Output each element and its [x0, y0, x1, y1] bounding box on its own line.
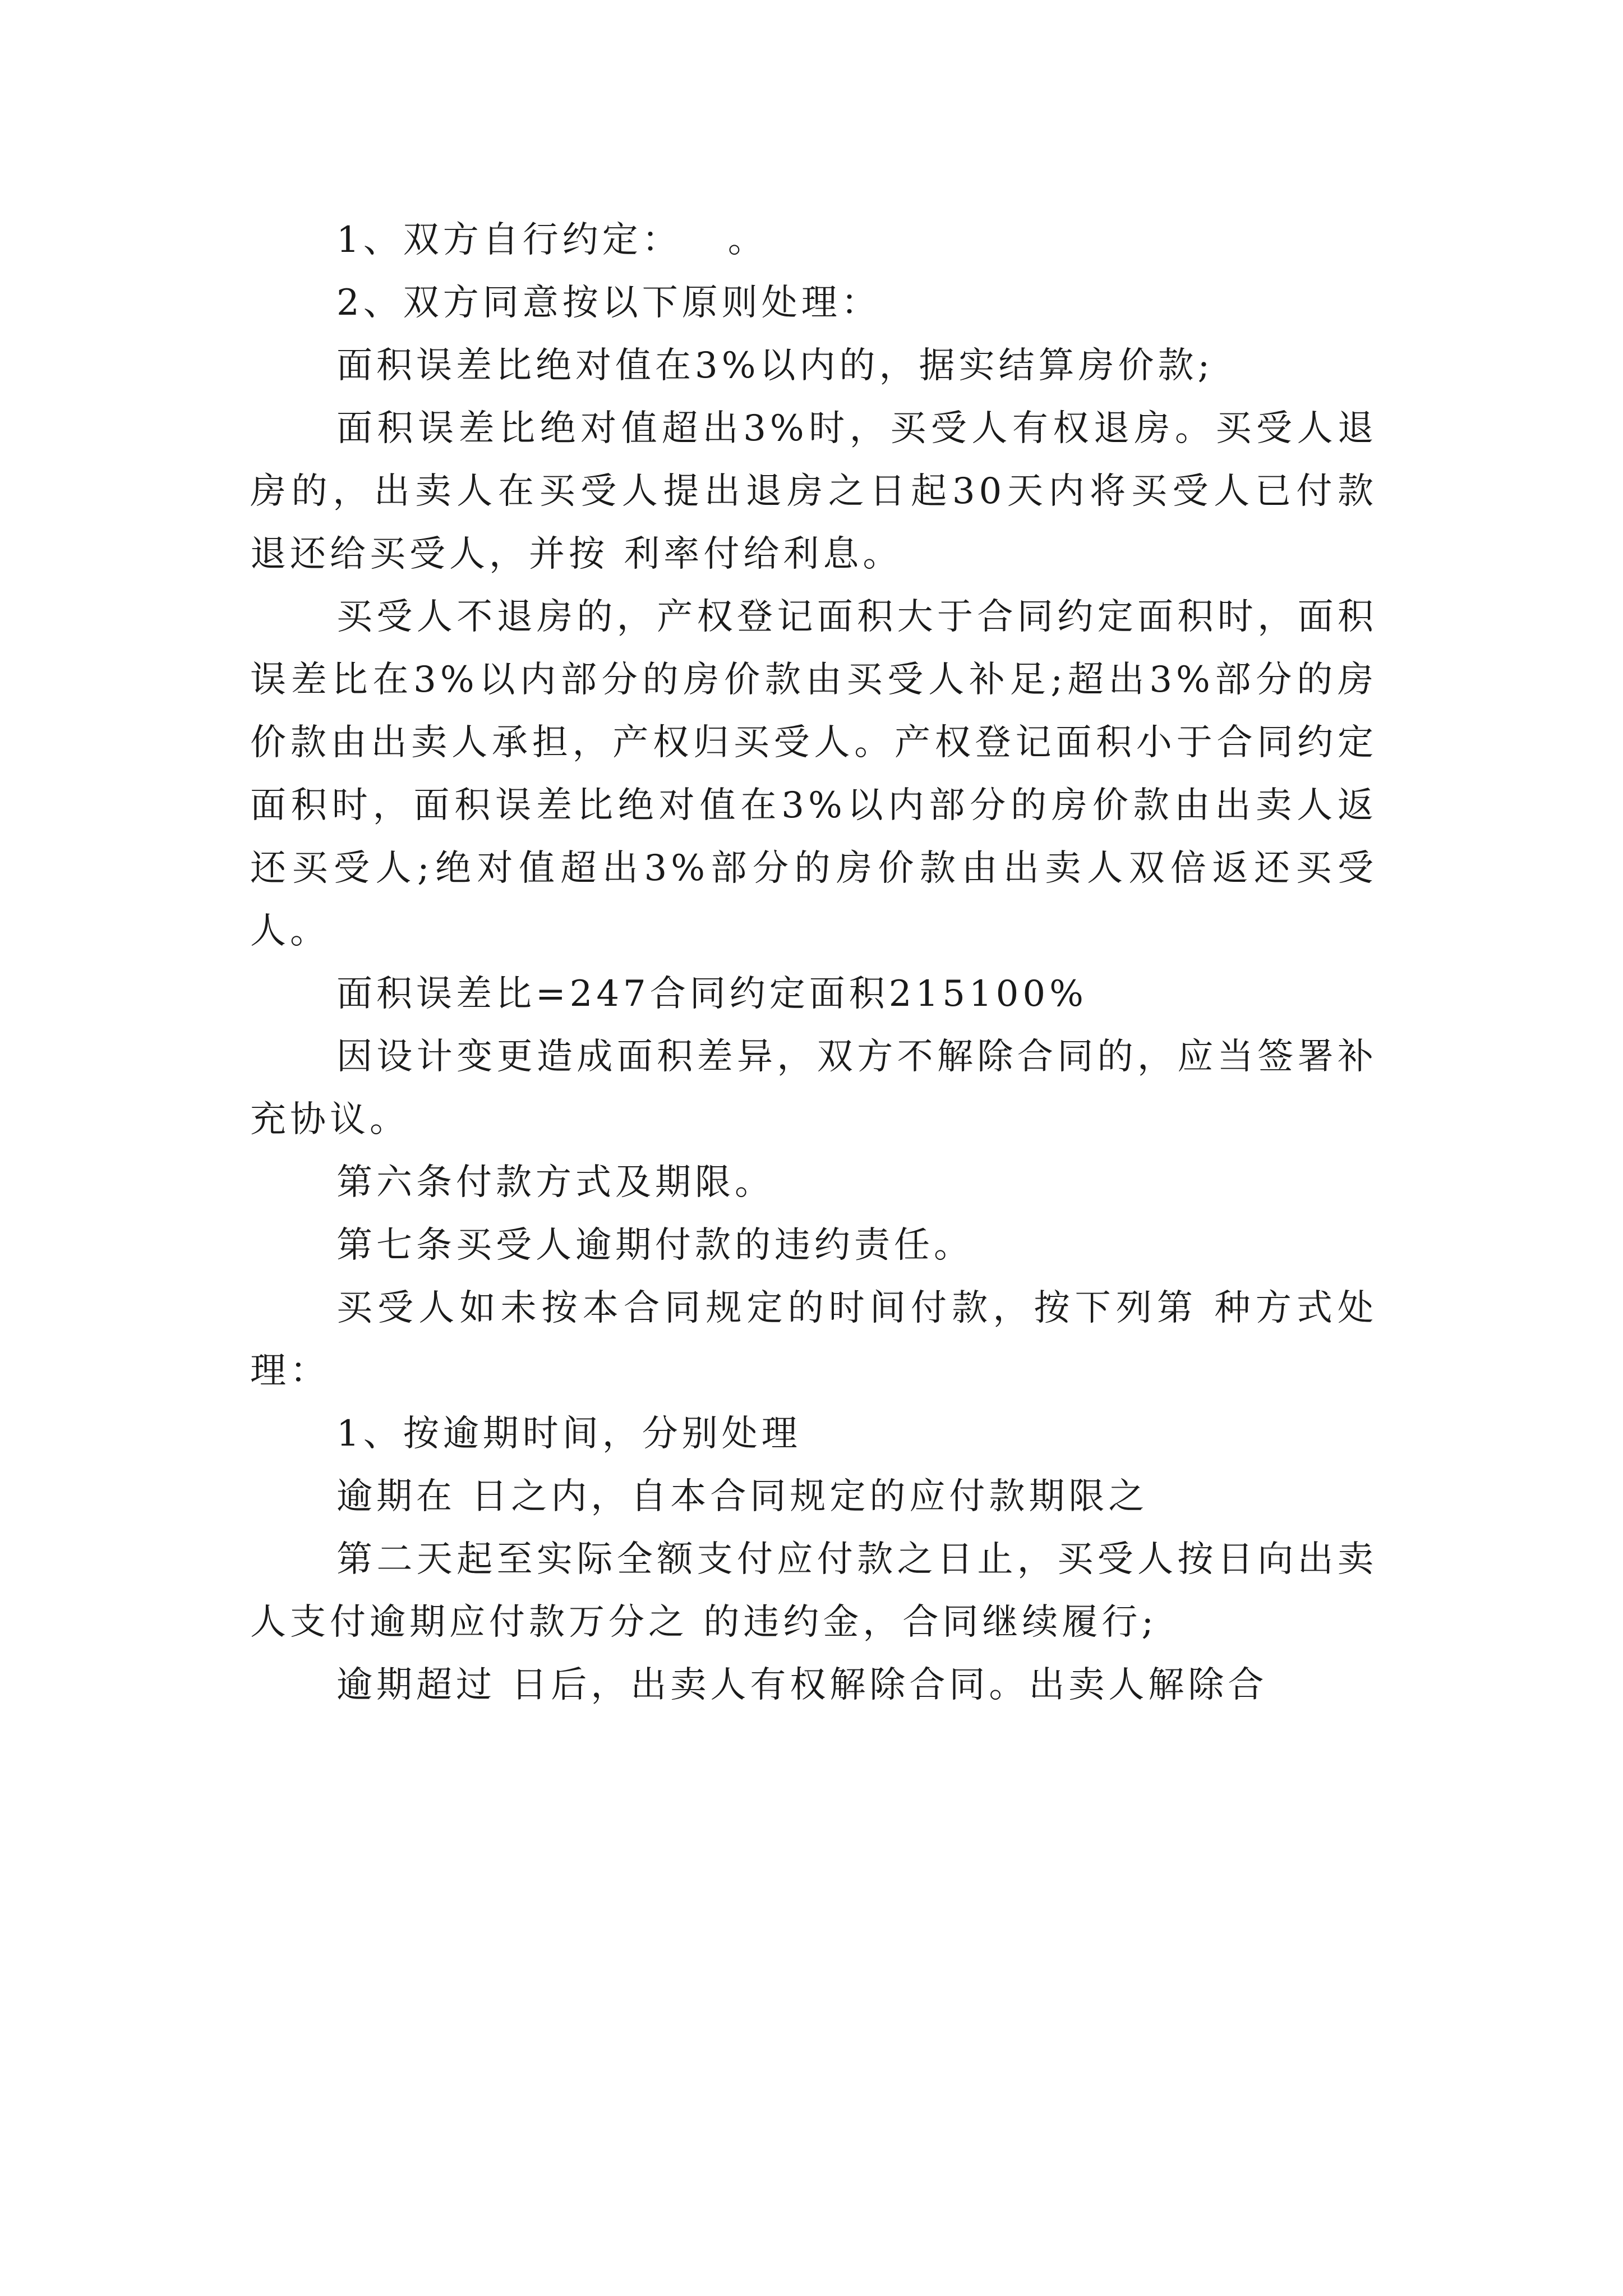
- paragraph-late-payment-options: 买受人如未按本合同规定的时间付款，按下列第 种方式处理：: [250, 1287, 1377, 1392]
- paragraph-agreement-self: 1、双方自行约定： 。: [336, 219, 768, 261]
- paragraph-penalty: 第二天起至实际全额支付应付款之日止，买受人按日向出卖人支付逾期应付款万分之 的违约金，合同继续履行;: [250, 1539, 1377, 1643]
- paragraph-error-ratio-formula: 面积误差比=247合同约定面积215100%: [336, 973, 1087, 1015]
- paragraph-over-3-percent: 面积误差比绝对值超出3%时，买受人有权退房。买受人退房的，出卖人在买受人提出退房之日起30天内将买受人已付款退还给买受人，并按 利率付给利息。: [250, 408, 1377, 575]
- paragraph-overdue-within: 逾期在 日之内，自本合同规定的应付款期限之: [336, 1476, 1149, 1517]
- paragraph-design-change: 因设计变更造成面积差异，双方不解除合同的，应当签署补充协议。: [250, 1036, 1377, 1140]
- paragraph-overdue-exceed: 逾期超过 日后，出卖人有权解除合同。出卖人解除合: [336, 1664, 1268, 1706]
- paragraph-no-return: 买受人不退房的，产权登记面积大于合同约定面积时，面积误差比在3%以内部分的房价款由买受人补足;超出3%部分的房价款由出卖人承担，产权归买受人。产权登记面积小于合同约定面积时，面积误差比绝对值在3%以内部分的房价款由出卖人返还买受人;绝对值超出3%部分的房价款由出卖人双倍返还买受人。: [250, 596, 1377, 952]
- paragraph-by-overdue-time: 1、按逾期时间，分别处理: [336, 1413, 801, 1455]
- paragraph-within-3-percent: 面积误差比绝对值在3%以内的，据实结算房价款;: [336, 345, 1214, 386]
- paragraph-agreement-principles: 2、双方同意按以下原则处理：: [336, 282, 881, 324]
- document-body: [250, 209, 1377, 1717]
- paragraph-article-7: 第七条买受人逾期付款的违约责任。: [336, 1225, 974, 1266]
- paragraph-article-6: 第六条付款方式及期限。: [336, 1162, 774, 1203]
